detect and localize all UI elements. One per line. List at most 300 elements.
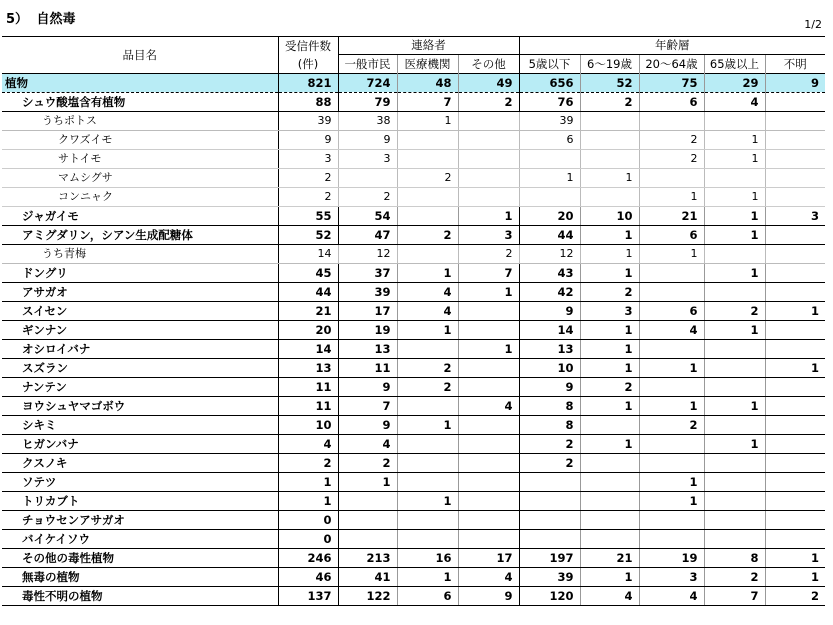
- row-value: 3: [765, 207, 825, 226]
- row-value: 9: [338, 131, 397, 150]
- table-row: [2, 207, 825, 226]
- header-contact-public: 一般市民: [338, 55, 397, 74]
- row-value: 9: [278, 131, 338, 150]
- row-value: [639, 378, 704, 397]
- row-value: 7: [458, 264, 519, 283]
- row-value: 9: [458, 587, 519, 606]
- row-value: 14: [519, 321, 580, 340]
- row-value: 39: [338, 283, 397, 302]
- row-value: 19: [639, 549, 704, 568]
- table-row: [2, 530, 825, 549]
- row-value: [458, 492, 519, 511]
- row-value: [639, 435, 704, 454]
- row-value: 1: [639, 188, 704, 207]
- row-value: 1: [580, 169, 639, 188]
- row-value: [580, 112, 639, 131]
- table-row: [2, 245, 825, 264]
- row-value: 1: [580, 568, 639, 587]
- row-value: [338, 169, 397, 188]
- row-value: 9: [519, 302, 580, 321]
- row-value: 19: [338, 321, 397, 340]
- row-value: 1: [580, 245, 639, 264]
- row-value: 17: [338, 302, 397, 321]
- row-value: [639, 340, 704, 359]
- table-row: [2, 378, 825, 397]
- row-value: [704, 492, 765, 511]
- row-value: [397, 454, 458, 473]
- row-value: [580, 530, 639, 549]
- row-value: [458, 511, 519, 530]
- row-value: 1: [580, 264, 639, 283]
- table-row: [2, 112, 825, 131]
- row-value: 2: [338, 454, 397, 473]
- row-value: 9: [765, 74, 825, 93]
- row-value: 39: [519, 568, 580, 587]
- row-item-name: スズラン: [2, 359, 278, 378]
- row-value: 213: [338, 549, 397, 568]
- header-count-unit: (件): [297, 56, 319, 71]
- table-row: [2, 150, 825, 169]
- row-value: [397, 340, 458, 359]
- row-value: 2: [519, 454, 580, 473]
- row-value: 11: [278, 378, 338, 397]
- row-value: 10: [580, 207, 639, 226]
- row-value: [338, 530, 397, 549]
- row-item-name: チョウセンアサガオ: [2, 511, 278, 530]
- row-value: [704, 473, 765, 492]
- row-value: 1: [765, 568, 825, 587]
- row-value: 39: [278, 112, 338, 131]
- table-row: [2, 302, 825, 321]
- row-value: [397, 245, 458, 264]
- row-value: 2: [278, 188, 338, 207]
- row-value: 1: [397, 321, 458, 340]
- row-value: 20: [519, 207, 580, 226]
- table-row: [2, 435, 825, 454]
- row-value: 21: [278, 302, 338, 321]
- row-value: 49: [458, 74, 519, 93]
- row-value: 13: [278, 359, 338, 378]
- row-value: 1: [397, 416, 458, 435]
- row-value: [765, 283, 825, 302]
- row-item-name: バイケイソウ: [2, 530, 278, 549]
- row-value: [397, 397, 458, 416]
- row-value: 4: [397, 283, 458, 302]
- row-value: 75: [639, 74, 704, 93]
- row-item-name: 植物: [2, 74, 278, 93]
- row-value: [765, 93, 825, 112]
- row-value: [704, 416, 765, 435]
- row-value: 2: [397, 359, 458, 378]
- row-value: 1: [639, 359, 704, 378]
- row-value: 6: [639, 93, 704, 112]
- row-value: [639, 530, 704, 549]
- row-value: 4: [580, 587, 639, 606]
- table-row: [2, 454, 825, 473]
- header-contact: 連絡者: [338, 37, 519, 55]
- row-value: [765, 245, 825, 264]
- row-value: 4: [458, 397, 519, 416]
- row-value: 4: [639, 321, 704, 340]
- row-value: [580, 473, 639, 492]
- row-value: [397, 150, 458, 169]
- row-value: 1: [397, 112, 458, 131]
- row-value: 1: [765, 549, 825, 568]
- row-value: [765, 226, 825, 245]
- table-row: [2, 359, 825, 378]
- row-value: 1: [397, 264, 458, 283]
- row-value: 1: [704, 397, 765, 416]
- row-value: [704, 359, 765, 378]
- row-item-name: ギンナン: [2, 321, 278, 340]
- row-value: [704, 454, 765, 473]
- row-value: [519, 473, 580, 492]
- row-value: [458, 302, 519, 321]
- row-value: 656: [519, 74, 580, 93]
- table-row: [2, 397, 825, 416]
- row-value: [765, 264, 825, 283]
- row-value: 3: [278, 150, 338, 169]
- row-value: 76: [519, 93, 580, 112]
- row-value: 1: [278, 473, 338, 492]
- row-value: 8: [519, 397, 580, 416]
- row-value: 1: [639, 397, 704, 416]
- row-value: 38: [338, 112, 397, 131]
- row-value: 12: [338, 245, 397, 264]
- row-value: 21: [639, 207, 704, 226]
- row-value: 2: [458, 245, 519, 264]
- row-value: 2: [580, 283, 639, 302]
- header-contact-other: その他: [458, 55, 519, 74]
- row-item-name: シキミ: [2, 416, 278, 435]
- table-row: [2, 321, 825, 340]
- row-value: [458, 131, 519, 150]
- row-value: 2: [639, 150, 704, 169]
- table-row: [2, 568, 825, 587]
- row-value: 2: [704, 302, 765, 321]
- row-value: 12: [519, 245, 580, 264]
- row-value: 1: [704, 150, 765, 169]
- row-value: [458, 530, 519, 549]
- row-value: 6: [397, 587, 458, 606]
- row-value: 3: [458, 226, 519, 245]
- row-value: [704, 511, 765, 530]
- row-value: 1: [458, 207, 519, 226]
- row-value: [580, 511, 639, 530]
- row-value: 17: [458, 549, 519, 568]
- row-value: 11: [338, 359, 397, 378]
- row-value: 55: [278, 207, 338, 226]
- row-value: 46: [278, 568, 338, 587]
- row-value: [765, 416, 825, 435]
- row-value: [397, 207, 458, 226]
- row-value: 79: [338, 93, 397, 112]
- row-value: 9: [519, 378, 580, 397]
- row-value: [704, 112, 765, 131]
- table-row: [2, 511, 825, 530]
- row-item-name: サトイモ: [2, 150, 278, 169]
- row-value: 2: [278, 169, 338, 188]
- table-row: [2, 549, 825, 568]
- row-value: 21: [580, 549, 639, 568]
- row-value: 43: [519, 264, 580, 283]
- row-item-name: うち青梅: [2, 245, 278, 264]
- row-value: [765, 492, 825, 511]
- table-row: [2, 492, 825, 511]
- row-value: [704, 340, 765, 359]
- row-value: 52: [580, 74, 639, 93]
- row-value: 54: [338, 207, 397, 226]
- row-value: 1: [704, 226, 765, 245]
- row-value: 724: [338, 74, 397, 93]
- row-value: 20: [278, 321, 338, 340]
- table-row: [2, 131, 825, 150]
- row-value: [397, 188, 458, 207]
- row-value: 9: [338, 416, 397, 435]
- row-value: [765, 511, 825, 530]
- row-value: 4: [704, 93, 765, 112]
- row-value: 14: [278, 340, 338, 359]
- row-value: [765, 473, 825, 492]
- row-value: [458, 150, 519, 169]
- row-value: 44: [519, 226, 580, 245]
- table-row: [2, 74, 825, 93]
- row-value: 2: [580, 93, 639, 112]
- row-value: [765, 435, 825, 454]
- row-value: 2: [765, 587, 825, 606]
- header-row-top: [2, 37, 825, 55]
- row-value: [458, 359, 519, 378]
- row-value: 1: [639, 473, 704, 492]
- table-body: [2, 74, 825, 606]
- header-age-20-64: 20～64歳: [639, 55, 704, 74]
- row-value: [639, 454, 704, 473]
- row-value: 8: [704, 549, 765, 568]
- row-value: [397, 473, 458, 492]
- row-value: 1: [704, 321, 765, 340]
- row-value: 4: [397, 302, 458, 321]
- header-age: 年齢層: [519, 37, 825, 55]
- table-row: [2, 264, 825, 283]
- row-value: 4: [458, 568, 519, 587]
- table-row: [2, 226, 825, 245]
- row-value: 8: [519, 416, 580, 435]
- row-value: 4: [639, 587, 704, 606]
- row-value: 1: [458, 283, 519, 302]
- row-value: [519, 511, 580, 530]
- row-value: [580, 454, 639, 473]
- row-value: 120: [519, 587, 580, 606]
- row-value: [580, 188, 639, 207]
- table-row: [2, 169, 825, 188]
- row-value: [397, 131, 458, 150]
- row-value: 2: [519, 435, 580, 454]
- row-value: 52: [278, 226, 338, 245]
- row-value: 1: [580, 226, 639, 245]
- row-value: 16: [397, 549, 458, 568]
- row-value: [639, 169, 704, 188]
- header-contact-medical: 医療機関: [397, 55, 458, 74]
- row-value: 1: [580, 359, 639, 378]
- row-value: 1: [639, 245, 704, 264]
- row-value: 197: [519, 549, 580, 568]
- row-value: [580, 492, 639, 511]
- row-value: [765, 169, 825, 188]
- row-value: 2: [639, 416, 704, 435]
- row-item-name: ヒガンバナ: [2, 435, 278, 454]
- row-value: [765, 530, 825, 549]
- row-item-name: シュウ酸塩含有植物: [2, 93, 278, 112]
- row-value: 10: [519, 359, 580, 378]
- table-row: [2, 188, 825, 207]
- row-value: 1: [765, 359, 825, 378]
- row-value: 1: [580, 397, 639, 416]
- row-value: [458, 169, 519, 188]
- header-age-65plus: 65歳以上: [704, 55, 765, 74]
- row-value: 1: [704, 264, 765, 283]
- row-value: 11: [278, 397, 338, 416]
- row-value: 2: [397, 169, 458, 188]
- row-item-name: 無毒の植物: [2, 568, 278, 587]
- row-value: 2: [338, 188, 397, 207]
- table-row: [2, 340, 825, 359]
- row-value: 7: [704, 587, 765, 606]
- row-item-name: アサガオ: [2, 283, 278, 302]
- row-value: 1: [338, 473, 397, 492]
- row-value: [458, 378, 519, 397]
- table-row: [2, 473, 825, 492]
- row-item-name: ドングリ: [2, 264, 278, 283]
- row-value: [458, 435, 519, 454]
- header-count: 受信件数: [285, 38, 331, 53]
- row-value: 37: [338, 264, 397, 283]
- table-row: [2, 587, 825, 606]
- row-item-name: ソテツ: [2, 473, 278, 492]
- header-age-unknown: 不明: [765, 55, 825, 74]
- row-item-name: ジャガイモ: [2, 207, 278, 226]
- row-value: 0: [278, 511, 338, 530]
- row-item-name: コンニャク: [2, 188, 278, 207]
- row-value: 1: [397, 492, 458, 511]
- row-value: [580, 150, 639, 169]
- row-value: [639, 511, 704, 530]
- row-value: [765, 321, 825, 340]
- row-value: 1: [704, 131, 765, 150]
- row-value: 6: [639, 302, 704, 321]
- section-heading: [6, 8, 76, 27]
- row-value: 4: [278, 435, 338, 454]
- row-value: 246: [278, 549, 338, 568]
- row-value: 42: [519, 283, 580, 302]
- row-value: 1: [765, 302, 825, 321]
- row-value: 137: [278, 587, 338, 606]
- row-value: 14: [278, 245, 338, 264]
- row-value: 1: [519, 169, 580, 188]
- row-value: [519, 150, 580, 169]
- row-value: 1: [639, 492, 704, 511]
- row-value: 47: [338, 226, 397, 245]
- row-value: 13: [338, 340, 397, 359]
- row-value: [704, 169, 765, 188]
- row-value: [765, 340, 825, 359]
- row-item-name: 毒性不明の植物: [2, 587, 278, 606]
- row-value: 1: [458, 340, 519, 359]
- row-value: 48: [397, 74, 458, 93]
- section-title: 自然毒: [36, 12, 76, 27]
- row-value: [458, 321, 519, 340]
- row-item-name: トリカブト: [2, 492, 278, 511]
- row-item-name: うちポトス: [2, 112, 278, 131]
- row-item-name: その他の毒性植物: [2, 549, 278, 568]
- row-item-name: ヨウシュヤマゴボウ: [2, 397, 278, 416]
- row-value: 0: [278, 530, 338, 549]
- row-value: [458, 473, 519, 492]
- row-value: [519, 188, 580, 207]
- poisoning-stats-table: [2, 36, 825, 606]
- row-value: [765, 454, 825, 473]
- row-item-name: スイセン: [2, 302, 278, 321]
- row-value: [397, 511, 458, 530]
- row-value: 9: [338, 378, 397, 397]
- row-value: 2: [397, 378, 458, 397]
- row-value: [639, 264, 704, 283]
- row-value: [580, 131, 639, 150]
- row-value: [765, 150, 825, 169]
- row-value: [519, 530, 580, 549]
- row-value: [338, 511, 397, 530]
- row-value: 41: [338, 568, 397, 587]
- row-item-name: ナンテン: [2, 378, 278, 397]
- table-row: [2, 283, 825, 302]
- row-value: [704, 530, 765, 549]
- row-value: 1: [278, 492, 338, 511]
- row-value: 13: [519, 340, 580, 359]
- row-value: 7: [397, 93, 458, 112]
- row-value: 1: [704, 188, 765, 207]
- row-value: [639, 112, 704, 131]
- row-value: 2: [397, 226, 458, 245]
- row-value: [458, 454, 519, 473]
- table-row: [2, 93, 825, 112]
- row-value: [397, 435, 458, 454]
- row-value: 10: [278, 416, 338, 435]
- row-value: 29: [704, 74, 765, 93]
- row-value: [704, 245, 765, 264]
- row-value: 39: [519, 112, 580, 131]
- row-value: [765, 131, 825, 150]
- header-item-name: 品目名: [2, 37, 278, 74]
- section-number: 5）: [6, 12, 29, 27]
- row-value: 44: [278, 283, 338, 302]
- row-value: 1: [580, 321, 639, 340]
- row-value: 45: [278, 264, 338, 283]
- row-value: 1: [704, 207, 765, 226]
- header-age-6-19: 6～19歳: [580, 55, 639, 74]
- row-value: [458, 416, 519, 435]
- row-item-name: クスノキ: [2, 454, 278, 473]
- row-value: [639, 283, 704, 302]
- row-value: 122: [338, 587, 397, 606]
- row-value: [397, 530, 458, 549]
- row-value: 7: [338, 397, 397, 416]
- row-value: 1: [580, 340, 639, 359]
- row-value: [765, 397, 825, 416]
- row-value: 2: [580, 378, 639, 397]
- row-value: [765, 378, 825, 397]
- row-value: 4: [338, 435, 397, 454]
- row-value: [765, 112, 825, 131]
- row-value: [580, 416, 639, 435]
